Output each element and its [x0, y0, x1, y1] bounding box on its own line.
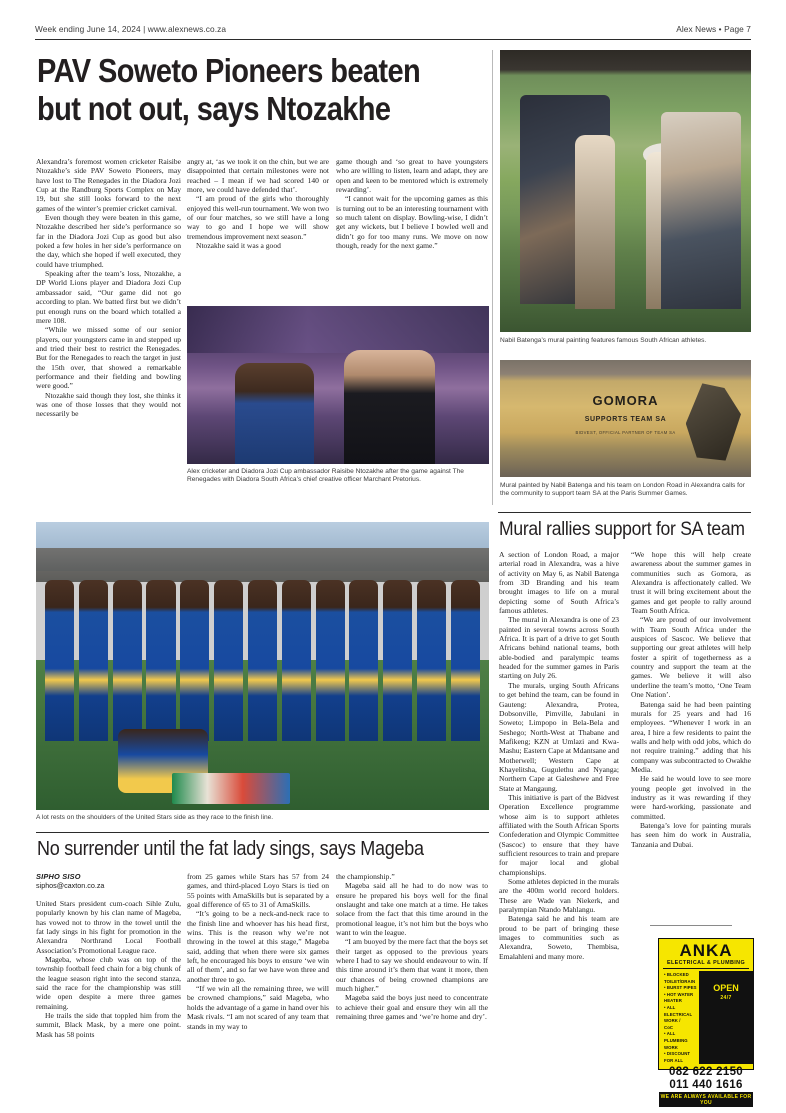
paragraph: The murals, urging South Africans to get behind the team, can be found in Gauteng: Alexandra, Protea, Dobsonville, Pimville, Jabulani in Soweto; Limpopo in Bela-Bela and Seshego; North-West at Thabane and Mafikeng; KZN at Umlazi and Kwa-Mashu; Eastern Cape at Mdantsane and Motherwell; Western Cape at Khayelitsha, Gugulethu and Nyanga; Northern Cape at Galeshewe and Free State at Mangaung. — [499, 680, 619, 793]
paragraph: “While we missed some of our senior players, our youngsters came in and stepped up and tried their best to restrict the Renegades. But for the Renegades to reach the target in just the 15th over, that showed a remarkable performance and their fielding and bowling were good.” — [36, 325, 181, 391]
masthead — [35, 24, 751, 34]
mural-article-column-1 — [499, 550, 619, 961]
paragraph: Mageba said all he had to do now was to ensure he prepared his boys well for the final onslaught and take one match at a time. He takes solace from the fact that this time around in the promotional league, it’s not him but the boys who want to win the league. — [336, 881, 488, 938]
photo-player — [383, 580, 412, 741]
paragraph: from 25 games while Stars has 57 from 24 games, and third-placed Loyo Stars is tied on 55 points with AmaSkills but is separated by a goal difference of 65 to 31 of AmaSkills. — [187, 872, 329, 910]
main-headline-line2: but not out, says Ntozakhe — [37, 89, 391, 127]
mural-article-column-2 — [631, 550, 751, 849]
gomora-title-text: GOMORA — [592, 392, 659, 408]
column-divider-top — [492, 50, 493, 505]
photo-painter-2 — [646, 152, 684, 310]
masthead-rule — [35, 39, 751, 40]
ad-service-item: • DISCOUNT FOR ALL — [664, 1051, 691, 1063]
stars-article-column-1 — [36, 899, 181, 1039]
ad-service-item: • BLOCKED TOILET/DRAIN — [664, 972, 696, 984]
photo-player — [214, 580, 243, 741]
mural-article-headline: Mural rallies support for SA team — [499, 518, 745, 540]
paragraph: Batenga’s love for painting murals has seen him do work in Australia, Tanzania and Dubai. — [631, 820, 751, 849]
paragraph: The mural in Alexandra is one of 23 painted in several towns across South Africa. It is part of a drive to get South Africans behind national teams, both able-bodied and paralympic teams headed for the summer games in Paris starting on July 26. — [499, 615, 619, 681]
paragraph: Even though they were beaten in this game, Ntozakhe described her side’s performance so far in the Diadora Jozi Cup as good but also poked a few holes in her side’s performance on the day, which she hoped if well executed, they could have triumphed. — [36, 213, 181, 269]
photo-player — [180, 580, 209, 741]
paragraph: Mageba, whose club was on top of the township football feed chain for a big chunk of the league season right into the second stanza, said the race for the championship was still wide open despite a mere three games remaining. — [36, 955, 181, 1011]
paragraph: United Stars president cum-coach Sihle Zulu, popularly known by his clan name of Mageba, has vowed not to throw in the towel until the fat lady sings in his fight for promotion in the Alexandra Northrand Local Football Association’s Promotional League race. — [36, 899, 181, 955]
main-article-column-3 — [336, 157, 488, 250]
paragraph: He said he would love to see more young people get involved in the industry as it was rewarding if they were hard-working, passionate and committed. — [631, 774, 751, 821]
main-article-column-1 — [36, 157, 181, 419]
photo-backdrop — [187, 306, 489, 353]
mural-painting-photo — [500, 50, 751, 332]
paragraph: Batenga said he and his team are proud to be part of bringing these images to communities such as Alexandra, Soweto, Thembisa, Emalahleni and many more. — [499, 914, 619, 961]
ad-divider — [663, 968, 749, 969]
masthead-left: Week ending June 14, 2024 | www.alexnews.co.za — [35, 24, 227, 34]
mural-article-rule — [498, 512, 751, 513]
paragraph: “We hope this will help create awareness about the summer games in communities such as Gomora, as Alexandra is affectionately called. We trust it will bring excitement about the games and get people to rally around Team South Africa. — [631, 550, 751, 616]
photo-person-ambassador — [344, 350, 435, 464]
paragraph: the championship.” — [336, 872, 395, 881]
ad-service-item: • ALL ELECTRICAL WORK / — [664, 1004, 693, 1024]
ad-service-item: • BURST PIPES — [664, 985, 697, 991]
ad-phone-2[interactable]: 011 440 1616 — [669, 1079, 743, 1092]
paragraph: Mageba said the boys just need to concentrate to achieve their goal and ensure they win all the remaining three games and ‘we’re home and dry’. — [336, 993, 488, 1022]
paragraph: He trails the side that toppled him from the summit, Black Mask, by a mere one point. Mask has 58 points — [36, 1011, 181, 1039]
ad-company-name: ANKA — [679, 941, 733, 960]
photo-painter-1 — [575, 135, 615, 310]
mural-painting-photo-caption: Nabil Batenga’s mural painting features famous South African athletes. — [500, 337, 707, 344]
mural-article-end-rule — [650, 925, 732, 926]
photo-player — [79, 580, 108, 741]
gomora-partner-text: BIDVEST, OFFICIAL PARTNER OF TEAM SA — [575, 430, 676, 436]
ad-open-label: OPEN — [713, 983, 739, 993]
ad-header — [659, 939, 753, 966]
paragraph: A section of London Road, a major arterial road in Alexandra, was a hive of activity on May 6, as Nabil Batenga from 3D Branding and his team brought images to life on a mural depicting some of South Africa’s famous athletes. — [499, 550, 619, 616]
paragraph: “If we win all the remaining three, we will be crowned champions,” said Mageba, who holds the advantage of a game in hand over his Mask rivals. “I am not scared of any team that stands in my way to — [187, 984, 329, 1031]
photo-person-cricketer — [235, 363, 314, 464]
united-stars-team-photo-caption: A lot rests on the shoulders of the United Stars side as they race to the finish line. — [36, 814, 274, 821]
anka-advertisement[interactable] — [658, 938, 754, 1106]
stars-byline-email: siphos@caxton.co.za — [36, 881, 105, 890]
photo-player — [248, 580, 277, 741]
photo-player — [45, 580, 74, 741]
ad-service-item: • HOT WATER HEATER — [664, 991, 694, 1004]
ad-service-item: • ALL PLUMBING WORK — [664, 1031, 688, 1050]
main-headline — [37, 54, 512, 125]
photo-player — [113, 580, 142, 741]
stars-article-headline: No surrender until the fat lady sings, says Mageba — [37, 838, 424, 860]
photo-team-banner — [172, 773, 290, 805]
ad-phone-1[interactable]: 082 622 2150 — [669, 1066, 743, 1079]
main-article-column-2 — [187, 157, 329, 250]
stars-article-column-2 — [187, 872, 329, 1031]
press-conference-photo-caption: Alex cricketer and Diadora Jozi Cup ambassador Raisibe Ntozakhe after the game against The Renegades with Diadora South Africa’s chief creative officer Marchant Pretorius. — [187, 468, 464, 484]
stars-article-column-3 — [336, 872, 488, 1022]
paragraph: “It’s going to be a neck-and-neck race to the finish line and whoever has his head first, wins. This is the reason why we’re not throwing in the towel at this stage,” Mageba said, adding that when there were six games left, he encouraged his boys to ensure ‘we win all of them’, and so far we have won three and another three to go. — [187, 909, 329, 984]
paragraph: “We are proud of our involvement with Team South Africa under the auspices of Sascoc. We believe that supporting our great athletes will help foster a spirit of togetherness as a country and support the team at the games. We believe it will also underline the team’s motto, ‘One Team One Nation’. — [631, 615, 751, 700]
paragraph: game though and ‘so great to have youngsters who are willing to listen, learn and adapt, they are open and keen to be mentored which is extremely rewarding’. — [336, 157, 488, 195]
main-headline-line1: PAV Soweto Pioneers beaten — [37, 52, 421, 89]
stars-article-rule — [36, 832, 489, 833]
paragraph: Some athletes depicted in the murals are the 400m world record holders. These are Wade van Niekerk, and paralympian Ntando Mahlangu. — [499, 877, 619, 915]
photo-building — [36, 548, 489, 583]
masthead-right: Alex News • Page 7 — [676, 24, 751, 34]
paragraph: This initiative is part of the Bidvest Operation Excellence programme whose aim is to support athletes affiliated with the South African Sports Confederation and Olympic Committee (Sascoc) to ensure that they have sufficient resources to train and prepare for major local and global championships. — [499, 792, 619, 877]
ad-open-hours: 24/7 — [720, 995, 732, 1001]
gomora-billboard-photo — [500, 360, 751, 477]
ad-services-list — [659, 971, 699, 1064]
gomora-billboard-photo-caption: Mural painted by Nabil Batenga and his team on London Road in Alexandra calls for the community to support team SA at the Paris Summer Games. — [500, 482, 745, 498]
photo-player — [349, 580, 378, 741]
paragraph: “I am proud of the girls who thoroughly enjoyed this well-run tournament. We won two of our four matches, so we still have a long way to go and I hope we will show tremendous improvement next season.” — [187, 194, 329, 241]
photo-player — [146, 580, 175, 741]
paragraph: Speaking after the team’s loss, Ntozakhe, a DP World Lions player and Diadora Jozi Cup ambassador said, “Our game did not go according to plan. We batted first but we didn’t put enough runs on the board which totalled a mere 108. — [36, 269, 181, 325]
stars-byline-name: SIPHO SISO — [36, 872, 81, 881]
paragraph: Ntozakhe said though they lost, she thinks it was one of those losses that they would not necessarily be — [36, 390, 181, 419]
ad-open-badge — [699, 971, 753, 1064]
photo-player — [451, 580, 480, 741]
ad-phone-numbers[interactable] — [659, 1064, 753, 1092]
paragraph: Alexandra’s foremost women cricketer Raisibe Ntozakhe’s side PAV Soweto Pioneers, may have lost to The Renegades in the Diadora Jozi Cup at the Randburg Sports Complex on May 19, but she still looks forward to the next games of the winter’s premier cricket carnival. — [36, 157, 181, 213]
paragraph: “I am buoyed by the mere fact that the boys set their target as opposed to the previous years where I had to say we should endeavour to win. If this time around it’s them that want it more, then our chances of being crowned champions are much higher.” — [336, 937, 488, 994]
photo-player-row — [45, 580, 480, 741]
gomora-subtitle-text: SUPPORTS TEAM SA — [584, 416, 667, 424]
paragraph: Ntozakhe said it was a good — [196, 241, 281, 251]
ad-body — [659, 971, 753, 1064]
photo-player — [316, 580, 345, 741]
paragraph: “I cannot wait for the upcoming games as this is turning out to be an interesting tournament with so much talent on display. Bowling-wise, I didn’t get any wickets, but I believe I bowled well and didn’t go for too many runs. We move on now though, ready for the next game.” — [336, 194, 488, 251]
photo-player — [417, 580, 446, 741]
stars-byline-block — [36, 872, 181, 890]
ad-footer: WE ARE ALWAYS AVAILABLE FOR YOU — [660, 1093, 752, 1106]
united-stars-team-photo — [36, 522, 489, 810]
paragraph: angry at, ‘as we took it on the chin, but we are disappointed that certain milestones were not reached – I mean if we had scored 140 or more, we could have defended that’. — [187, 157, 329, 195]
press-conference-photo — [187, 306, 489, 464]
ad-service-item: CoC — [664, 1024, 674, 1030]
ad-company-subtitle: ELECTRICAL & PLUMBING — [666, 960, 746, 966]
photo-player — [282, 580, 311, 741]
paragraph: Batenga said he had been painting murals for 25 years and had 16 employees. “Whenever I work in an area, I hire a few residents to paint the walls and help with odd jobs, which do not require training.” adding that his company was subcontracted to Owakhe Media. — [631, 699, 751, 774]
